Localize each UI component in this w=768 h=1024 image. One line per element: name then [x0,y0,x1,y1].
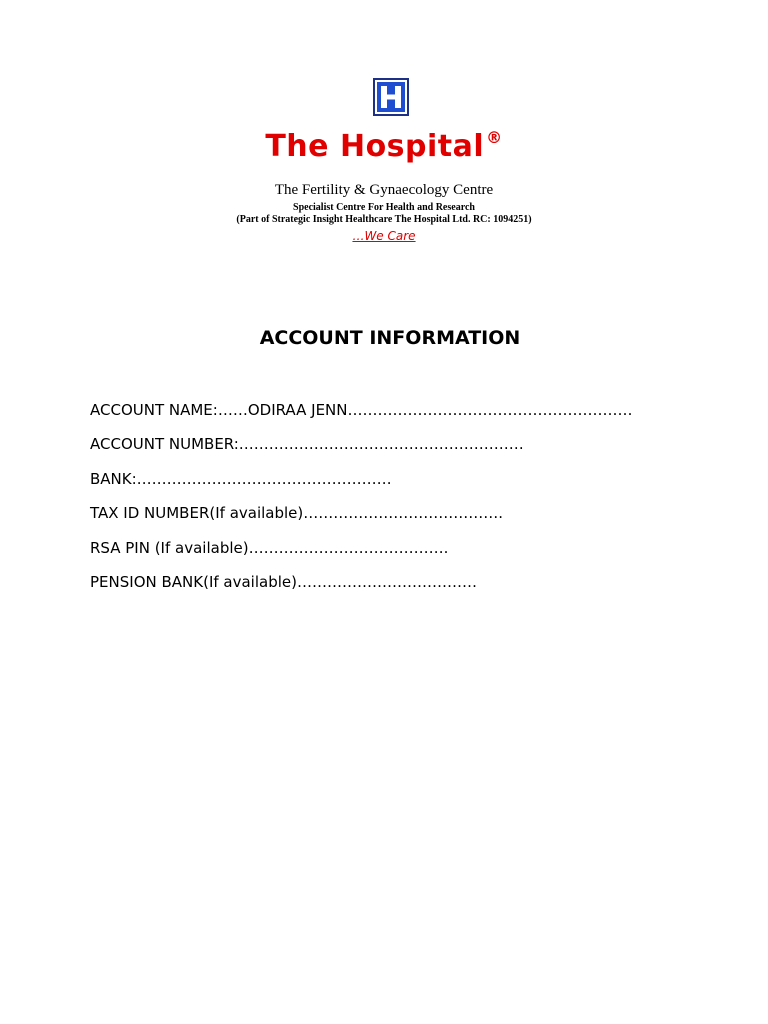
registered-mark: ® [486,128,503,147]
specialist-line: Specialist Centre For Health and Research [293,202,475,213]
account-number-field: ACCOUNT NUMBER:………………………………………………… [90,435,524,454]
hospital-name-text: The Hospital [265,129,485,164]
hospital-logo-inner [377,82,405,112]
hospital-h-glyph [378,83,404,111]
account-fields [90,398,740,604]
rsa-pin-field: RSA PIN (If available)…………………………………. [90,538,449,557]
bank-field: BANK:…………………………………………… [90,469,392,488]
pension-bank-field: PENSION BANK(If available)……………………………… [90,572,477,591]
letterhead [0,78,768,244]
account-name-field: ACCOUNT NAME:……ODIRAA JENN………………………………………………… [90,401,633,419]
centre-name: The Fertility & Gynaecology Centre [274,182,494,198]
hospital-h-icon [373,78,409,116]
tax-id-field: TAX ID NUMBER(If available)…………………………………. [90,504,504,523]
tagline: …We Care [352,229,416,243]
hospital-name [0,118,768,167]
company-line: (Part of Strategic Insight Healthcare The Hospital Ltd. RC: 1094251) [236,214,532,225]
document-title: ACCOUNT INFORMATION [259,327,521,349]
